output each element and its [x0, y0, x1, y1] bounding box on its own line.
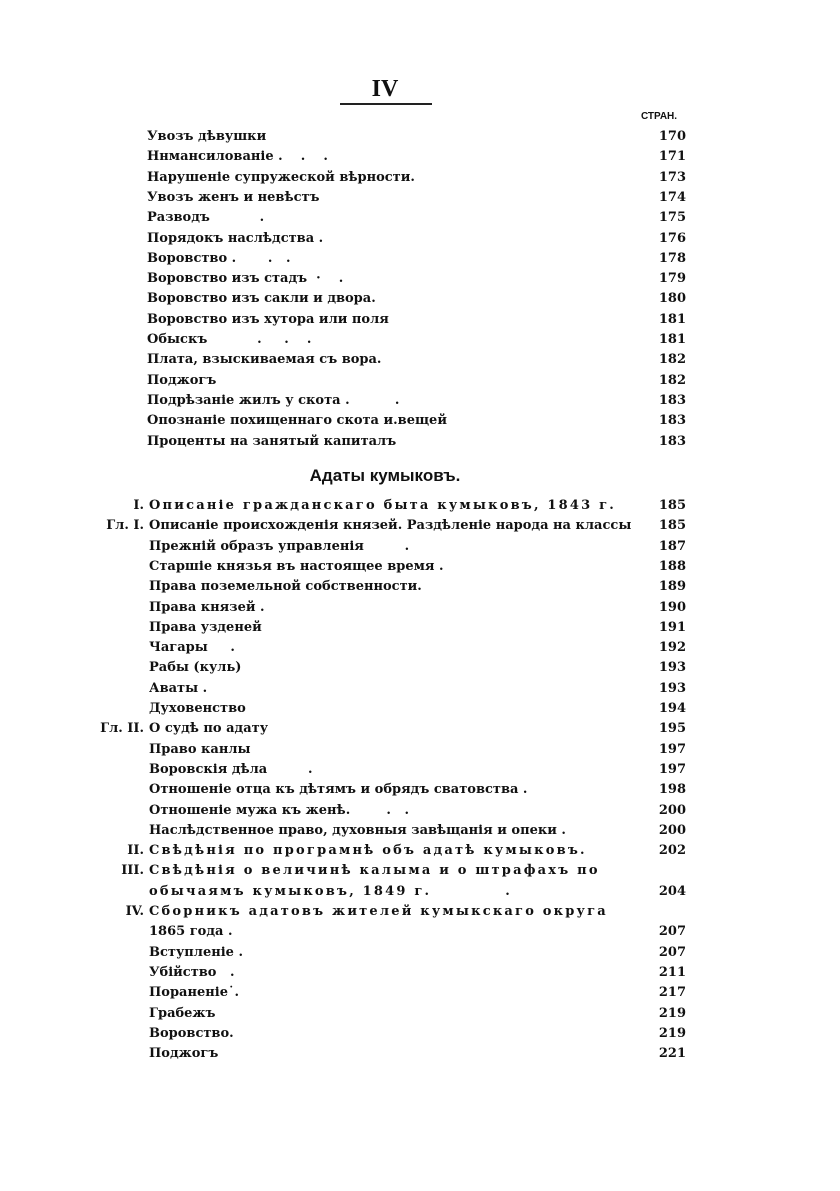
toc-entry — [0, 882, 700, 902]
toc-entry-page: 185 — [658, 498, 686, 513]
toc-entry — [0, 310, 700, 330]
toc-entry-number: Гл. II. — [100, 721, 144, 737]
toc-entry-title: Плата, взыскиваемая съ вора. — [147, 352, 382, 368]
toc-entry — [0, 371, 700, 391]
toc-entry — [0, 780, 700, 800]
toc-entry — [0, 229, 700, 249]
toc-entry-title: Права узденей — [149, 619, 262, 635]
toc-entry — [0, 943, 700, 963]
toc-entry-page: 197 — [658, 741, 686, 757]
toc-entry-page: 181 — [658, 311, 686, 327]
toc-entry-page: 202 — [658, 843, 686, 859]
toc-entry-page: 187 — [658, 538, 686, 554]
toc-entry-page: 182 — [658, 352, 686, 368]
toc-entry-title: Увозъ дѣвушки — [147, 129, 267, 144]
toc-entry-page: 175 — [658, 210, 686, 226]
toc-entry — [0, 902, 700, 922]
toc-entry-title: 1865 года . — [149, 924, 233, 940]
toc-entry-title: Свѣдѣнія о величинѣ калыма и о штрафахъ по — [149, 863, 600, 879]
toc-entry-page: 185 — [658, 518, 686, 534]
toc-entry-page: 183 — [658, 413, 686, 429]
toc-entry-page: 179 — [658, 271, 686, 287]
toc-entry-title: Поджогъ — [147, 372, 217, 388]
toc-entry — [0, 963, 700, 983]
toc-entry — [0, 249, 700, 269]
toc-entry — [0, 841, 700, 861]
toc-entry — [0, 983, 700, 1003]
toc-entry-title: Увозъ женъ и невѣстъ — [147, 189, 320, 205]
toc-entry-title: Права поземельной собственности. — [149, 579, 422, 595]
toc-entry-title: Обыскъ . . . — [147, 332, 312, 347]
toc-entry-title: Прежній образъ управленія . — [149, 538, 410, 554]
toc-entry-number: III. — [121, 863, 144, 879]
toc-entry-title: Подрѣзаніе жилъ у скота . . — [147, 392, 400, 408]
toc-entry-title: О судѣ по адату — [149, 721, 269, 737]
toc-entry — [0, 330, 700, 350]
toc-entry-page: 183 — [658, 433, 686, 449]
toc-entry-page: 221 — [658, 1046, 686, 1062]
toc-entry-title: Сборникъ адатовъ жителей кумыкскаго округа — [149, 904, 608, 919]
toc-entry-page: 170 — [658, 129, 686, 144]
toc-entry-page: 195 — [658, 721, 686, 737]
toc-entry — [0, 821, 700, 841]
toc-entry-title: Воровство . . . — [147, 250, 291, 266]
toc-entry-page: 190 — [658, 599, 686, 615]
toc-entry — [0, 618, 700, 638]
page-number: IV — [371, 76, 399, 102]
toc-entry-title: Право канлы — [149, 741, 251, 757]
toc-entry-title: Вступленіе . — [149, 944, 244, 960]
toc-entry-page: 176 — [658, 230, 686, 246]
toc-entry — [0, 1024, 700, 1044]
toc-entry-page: 173 — [658, 169, 686, 185]
toc-entry-title: Разводъ . — [147, 210, 265, 226]
toc-entry — [0, 289, 700, 309]
toc-entry-title: Старшіе князья въ настоящее время . — [149, 558, 444, 574]
toc-entry-number: Гл. I. — [106, 518, 144, 534]
toc-entry-page: 188 — [658, 558, 686, 574]
toc-entry-title: Описаніе происхожденія князей. Раздѣленіе народа на классы — [149, 518, 632, 534]
page-column-header: СТРАН. — [640, 111, 678, 122]
toc-entry — [0, 411, 700, 431]
toc-entry — [0, 1004, 700, 1024]
toc-entry — [0, 699, 700, 719]
toc-entry-title: Проценты на занятый капиталъ — [147, 433, 397, 449]
toc-entry-title: Рабы (куль) — [149, 660, 242, 676]
toc-entry — [0, 861, 700, 881]
toc-entry-page: 178 — [658, 250, 686, 266]
toc-entry — [0, 801, 700, 821]
page-number-rule — [340, 103, 432, 105]
toc-entry-page: 200 — [658, 802, 686, 818]
toc-entry-page: 193 — [658, 660, 686, 676]
toc-entry-page: 183 — [658, 392, 686, 408]
toc-entry — [0, 740, 700, 760]
toc-entry-title: Грабежъ — [149, 1005, 216, 1021]
toc-entry-page: 191 — [658, 619, 686, 635]
section-title: Адаты кумыковъ. — [309, 466, 461, 485]
toc-entry-title: Воровство изъ хутора или поля — [147, 311, 389, 327]
toc-entry — [0, 168, 700, 188]
toc-entry — [0, 269, 700, 289]
toc-entry — [0, 188, 700, 208]
toc-entry-page: 180 — [658, 291, 686, 307]
toc-entry-page: 200 — [658, 822, 686, 838]
toc-entry-title: Чагары . — [149, 640, 235, 656]
toc-entry-title: Ннмансилованіе . . . — [147, 149, 328, 165]
toc-entry — [0, 350, 700, 370]
toc-entry-title: Поджогъ — [149, 1046, 219, 1062]
toc-entry — [0, 577, 700, 597]
toc-entry-title: Наслѣдственное право, духовныя завѣщанія и опеки . — [149, 822, 566, 838]
toc-entry-page: 194 — [658, 701, 686, 716]
toc-entry-page: 182 — [658, 372, 686, 388]
toc-entry-title: Отношеніе мужа къ женѣ. . . — [149, 802, 410, 818]
toc-entry — [0, 537, 700, 557]
toc-entry-title: Аваты . — [149, 680, 208, 696]
toc-entry-page: 211 — [658, 964, 686, 980]
toc-entry-number: IV. — [125, 904, 144, 919]
toc-entry-number: I. — [133, 498, 144, 513]
toc-entry — [0, 598, 700, 618]
toc-entry-page: 204 — [658, 883, 686, 899]
toc-entry-page: 219 — [658, 1005, 686, 1021]
toc-entry-title: Свѣдѣнія по програмнѣ объ адатѣ кумыковъ. — [149, 843, 587, 859]
toc-entry-page: 192 — [658, 640, 686, 656]
toc-entry-page: 219 — [658, 1025, 686, 1041]
toc-entry — [0, 679, 700, 699]
toc-entry-page: 197 — [658, 761, 686, 777]
toc-entry-title: Воровство. — [149, 1025, 234, 1041]
toc-entry-page: 189 — [658, 579, 686, 595]
toc-entry — [0, 557, 700, 577]
toc-entry-page: 207 — [658, 924, 686, 940]
toc-entry-title: Права князей . — [149, 599, 265, 615]
toc-entry — [0, 127, 700, 147]
toc-entry-number: II. — [127, 843, 144, 859]
toc-entry — [0, 391, 700, 411]
toc-entry-title: Пораненіе˙. — [149, 985, 239, 1001]
toc-entry — [0, 760, 700, 780]
toc-entry-title: Описаніе гражданскаго быта кумыковъ, 1843 г. — [149, 498, 617, 513]
toc-entry — [0, 638, 700, 658]
toc-entry-page: 174 — [658, 189, 686, 205]
toc-entry-title: Нарушеніе супружеской вѣрности. — [147, 169, 415, 185]
toc-entry — [0, 719, 700, 739]
toc-entry-page: 198 — [658, 782, 686, 798]
toc-entry-page: 171 — [658, 149, 686, 165]
toc-entry-title: Отношеніе отца къ дѣтямъ и обрядъ сватовства . — [149, 782, 528, 798]
toc-entry-title: Опознаніе похищеннаго скота и.вещей — [147, 413, 447, 429]
toc-entry — [0, 432, 700, 452]
toc-entry-title: Воровство изъ сакли и двора. — [147, 291, 376, 307]
toc-entry-title: Воровство изъ стадъ · . — [147, 271, 344, 287]
toc-entry-title: Воровскія дѣла . — [149, 761, 313, 777]
toc-entry-page: 207 — [658, 944, 686, 960]
toc-entry — [0, 922, 700, 942]
toc-entry-title: Убійство . — [149, 964, 235, 980]
toc-entry — [0, 658, 700, 678]
toc-entry-title: Порядокъ наслѣдства . — [147, 230, 324, 246]
toc-entry — [0, 496, 700, 516]
toc-entry-title: обычаямъ кумыковъ, 1849 г. . — [149, 883, 512, 899]
toc-entry-page: 181 — [658, 332, 686, 347]
toc-entry-title: Духовенство — [149, 701, 246, 716]
toc-entry-page: 217 — [658, 985, 686, 1001]
toc-entry — [0, 1044, 700, 1064]
toc-entry — [0, 147, 700, 167]
toc-entry — [0, 208, 700, 228]
toc-entry-page: 193 — [658, 680, 686, 696]
toc-entry — [0, 516, 700, 536]
